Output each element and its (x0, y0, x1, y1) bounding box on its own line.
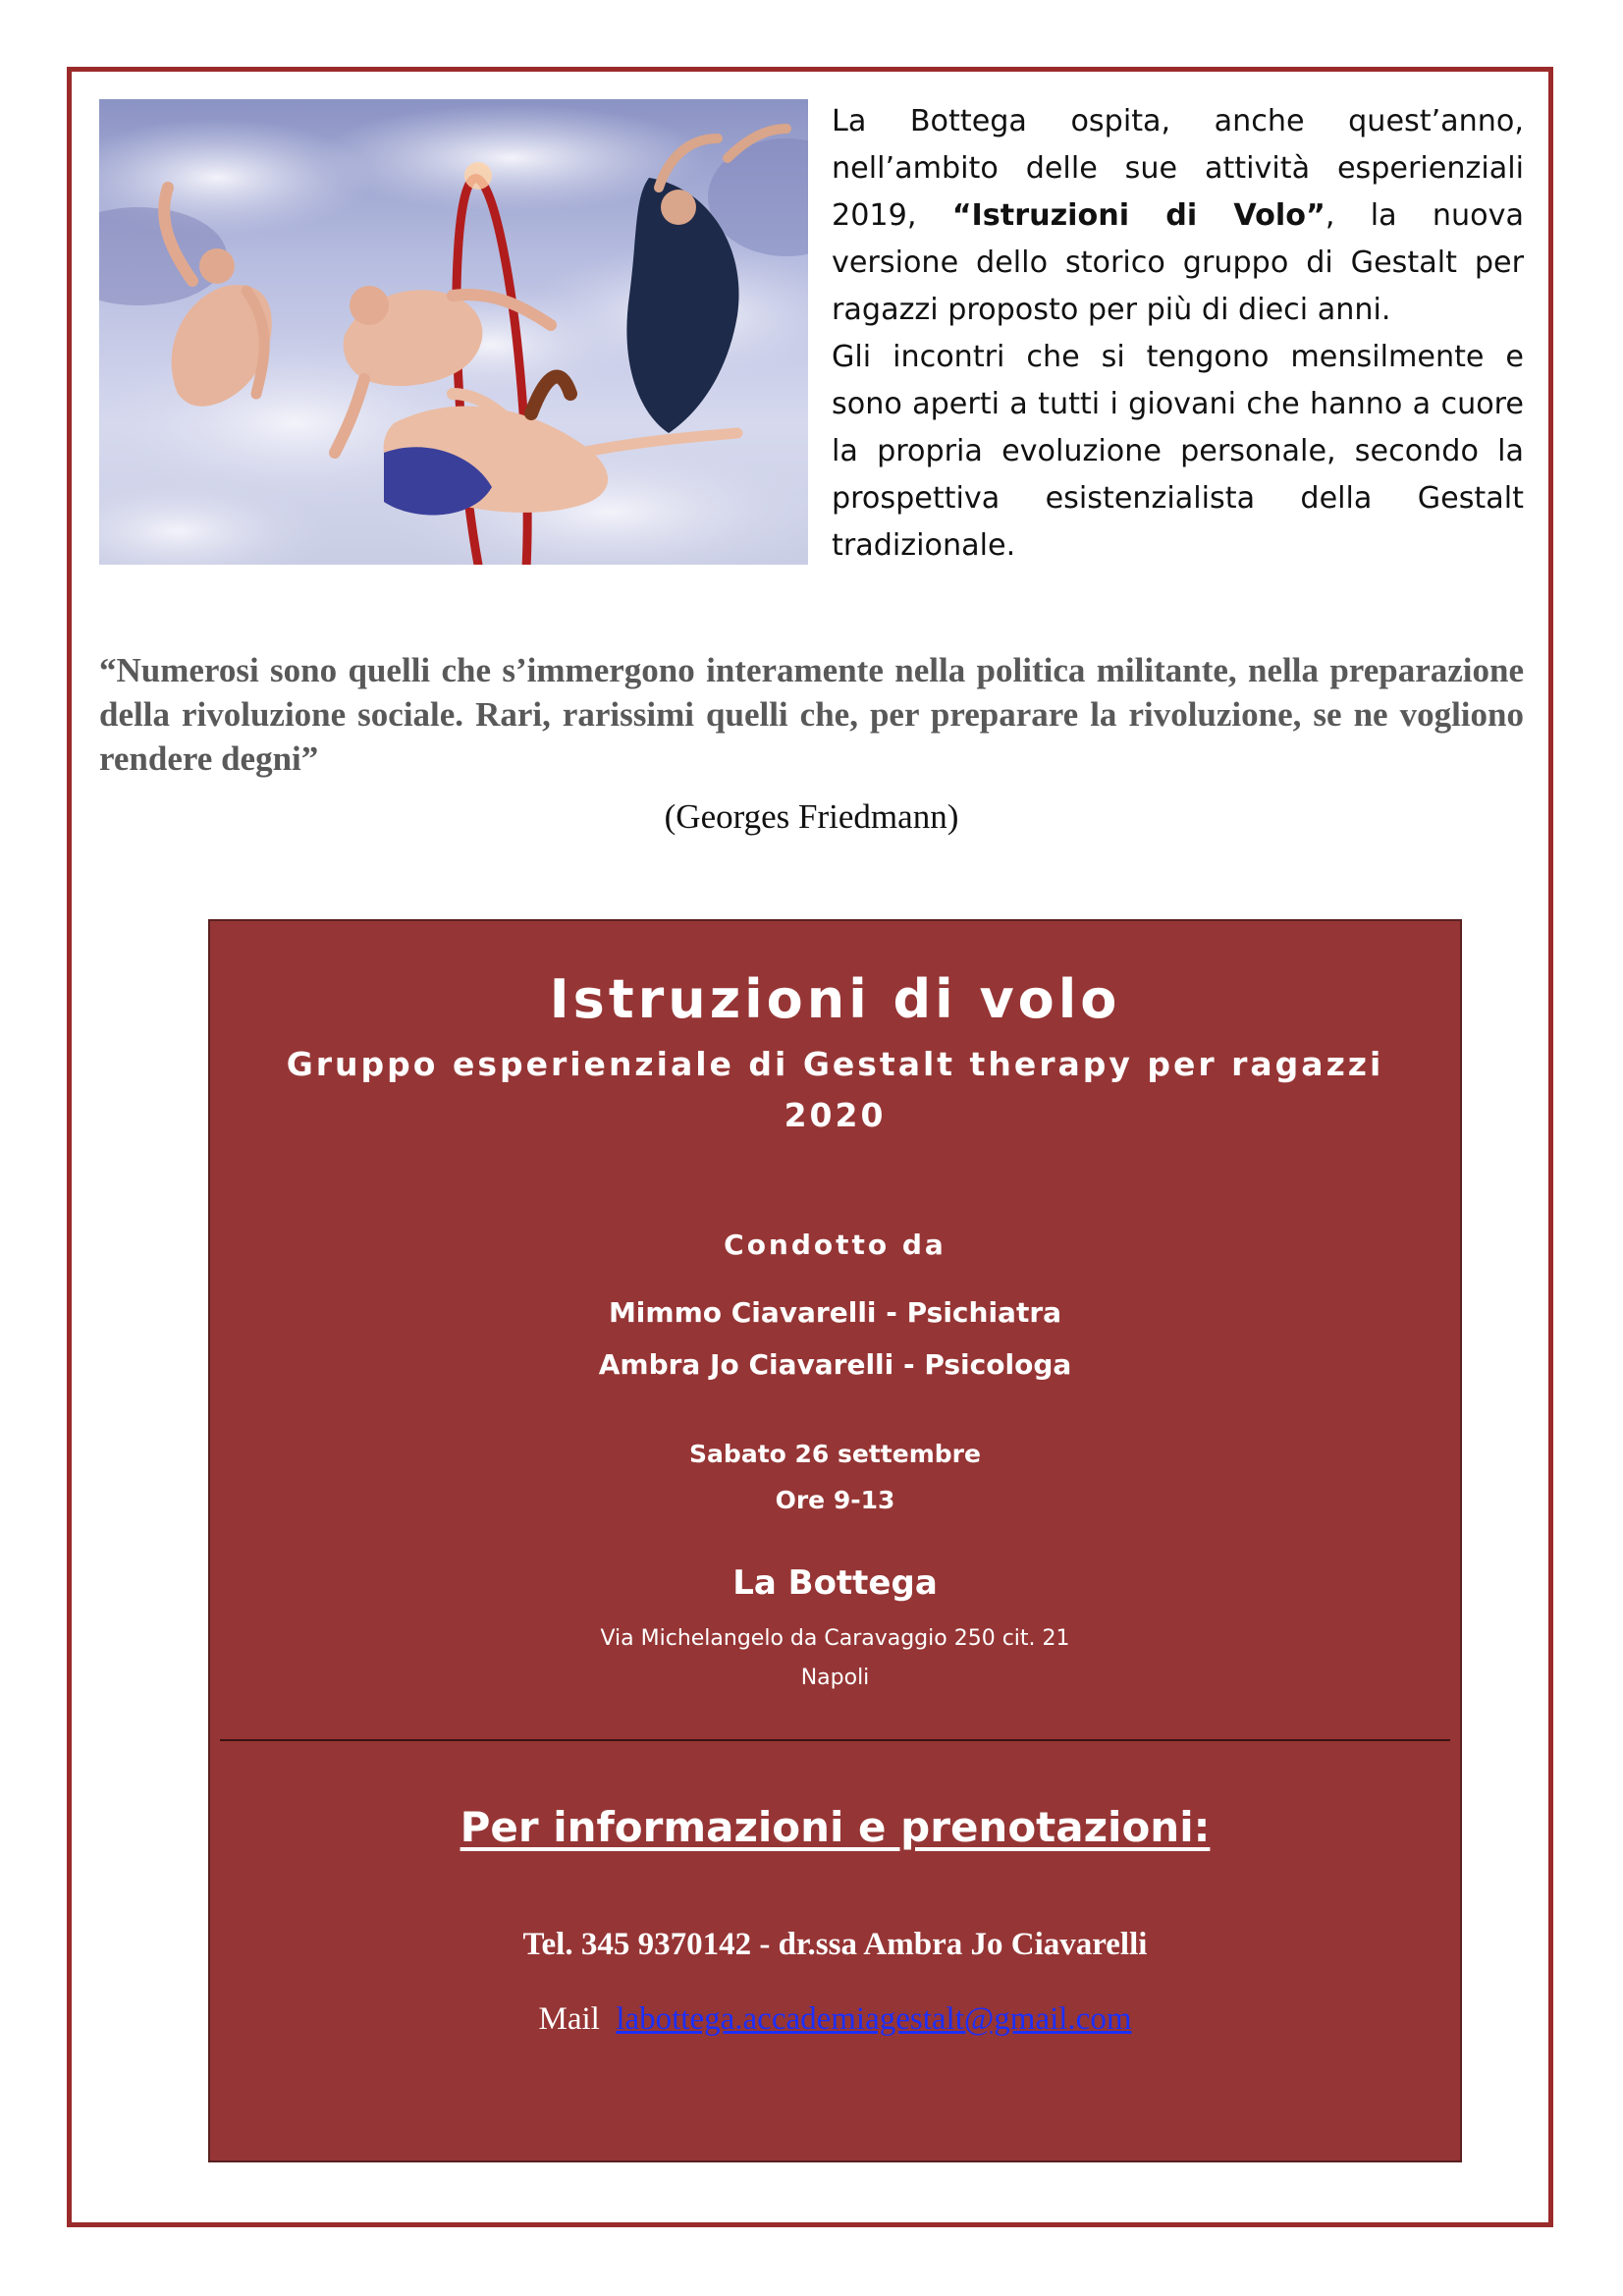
program-name-highlight: “Istruzioni di Volo” (951, 198, 1325, 233)
leader-2: Ambra Jo Ciavarelli - Psicologa (598, 1348, 1072, 1381)
section-divider (220, 1739, 1450, 1741)
intro-text (832, 98, 1524, 570)
event-title: Istruzioni di volo (549, 968, 1121, 1030)
quote-text: “Numerosi sono quelli che s’immergono interamente nella politica militante, nella preparazione della rivoluzione sociale. Rari, rarissimi quelli che, per preparare la rivoluzione, se ne vogliono rendere degni” (99, 651, 1524, 778)
leader-1: Mimmo Ciavarelli - Psichiatra (608, 1296, 1062, 1329)
mail-contact (210, 2001, 1460, 2038)
flying-figures-illustration (99, 99, 808, 565)
event-date: Sabato 26 settembre (689, 1440, 981, 1468)
intro-paragraph-2: Gli incontri che si tengono mensilmente e sono aperti a tutti i giovani che hanno a cuore la propria evoluzione personale, secondo la prospettiva esistenzialista della Gestalt tradizionale. (832, 340, 1524, 563)
event-time: Ore 9-13 (775, 1486, 895, 1514)
quote-author: (Georges Friedmann) (664, 797, 959, 836)
event-subtitle: Gruppo esperienziale di Gestalt therapy per ragazzi (286, 1045, 1384, 1083)
venue-city: Napoli (800, 1666, 870, 1690)
event-year: 2020 (784, 1096, 887, 1134)
mail-label: Mail (538, 2001, 600, 2037)
intro-paragraph-1 (832, 98, 1524, 334)
phone-contact: Tel. 345 9370142 - dr.ssa Ambra Jo Ciavarelli (522, 1927, 1148, 1962)
led-by-label: Condotto da (724, 1229, 947, 1261)
intro-p1-end: , la nuova versione dello storico gruppo di Gestalt per ragazzi proposto per più di dieci anni. (832, 198, 1524, 327)
illustration-artwork (99, 99, 808, 565)
venue-name: La Bottega (732, 1563, 938, 1603)
email-link[interactable]: labottega.accademiagestalt@gmail.com (616, 2001, 1132, 2037)
event-box (208, 919, 1462, 2162)
info-heading: Per informazioni e prenotazioni: (460, 1803, 1211, 1851)
intro-p1-start: La Bottega ospita, anche quest’anno, nell’ambito delle sue attività esperienziali 2019, (832, 104, 1524, 233)
venue-address: Via Michelangelo da Caravaggio 250 cit. 21 (600, 1626, 1070, 1651)
